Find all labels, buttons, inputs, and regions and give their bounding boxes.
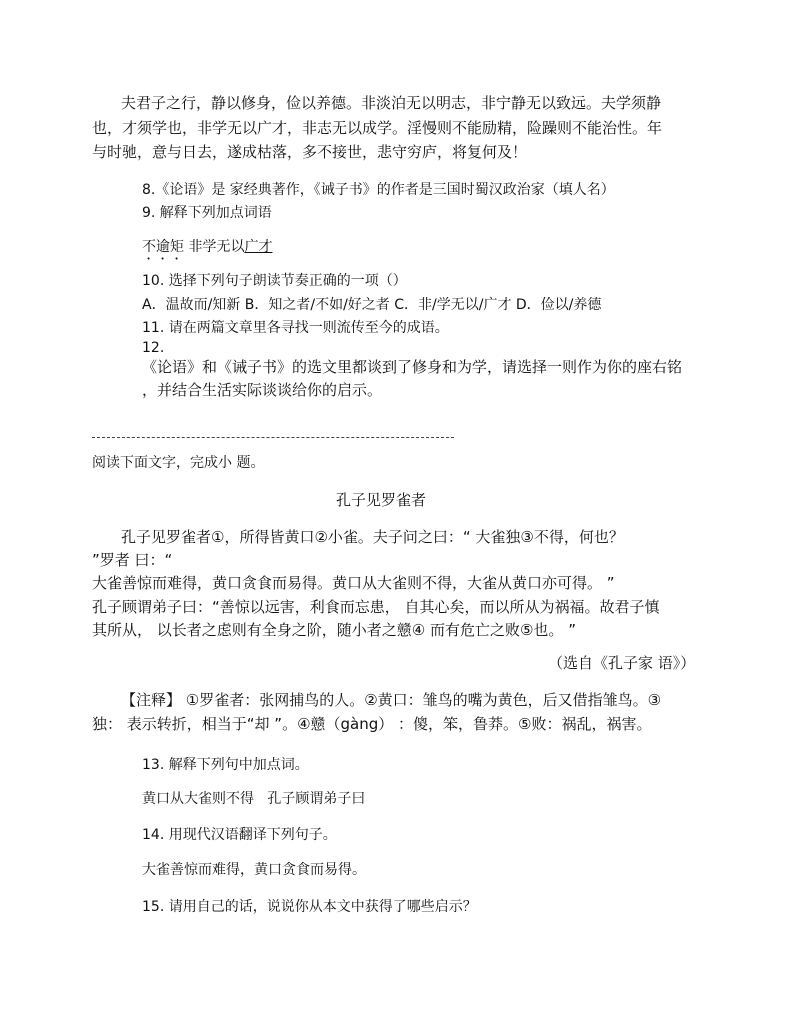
passage1-line-2: 也，才须学也，非学无以广才，非志无以成学。淫慢则不能励精，险躁则不能治性。年 bbox=[92, 119, 663, 137]
q9-item-a: 不逾矩 bbox=[142, 239, 184, 255]
passage1-line-3: 与时驰，意与日去，遂成枯落，多不接世，悲守穷庐，将复何及！ bbox=[92, 143, 528, 161]
question-11: 11. 请在两篇文章里各寻找一则流传至今的成语。 bbox=[142, 320, 449, 336]
passage2-source: （选自《孔子家 语》） bbox=[548, 654, 696, 672]
q13-item-a: 黄口从大雀则不得 bbox=[142, 791, 254, 807]
question-12-line-1: 《论语》和《诫子书》的选文里都谈到了修身和为学，请选择一则作为你的座右铭 bbox=[142, 358, 683, 376]
passage2-line-2: ”罗者 曰：“ bbox=[92, 551, 173, 569]
notes-line-2: 独： 表示转折，相当于“却 ”。④戆（gàng） ：傻，笨，鲁莽。⑤败：祸乱，祸害。 bbox=[92, 715, 652, 733]
question-12-number: 12. bbox=[142, 340, 165, 356]
notes-line-1: 【注释】 ①罗雀者：张网捕鸟的人。②黄口：雏鸟的嘴为黄色，后又借指雏鸟。③ bbox=[121, 691, 662, 709]
passage1-line-1: 夫君子之行，静以修身，俭以养德。非淡泊无以明志，非宁静无以致远。夫学须静 bbox=[121, 94, 662, 112]
passage2-line-4: 孔子顾谓弟子曰：“善惊以远害，利食而忘患， 自其心矣，而以所从为祸福。故君子慎 bbox=[92, 598, 660, 616]
q13-item-b: 孔子顾谓弟子曰 bbox=[267, 791, 366, 807]
passage2-line-1: 孔子见罗雀者①，所得皆黄口②小雀。夫子问之曰：“ 大雀独③不得，何也？ bbox=[121, 528, 624, 546]
question-12-line-2: ，并结合生活实际谈谈给你的启示。 bbox=[142, 381, 383, 399]
question-9-items bbox=[142, 237, 272, 263]
reading-instruction: 阅读下面文字，完成小 题。 bbox=[92, 455, 265, 471]
question-13: 13. 解释下列句中加点词。 bbox=[142, 757, 309, 773]
section-divider bbox=[92, 437, 454, 438]
question-8: 8.《论语》是 家经典著作，《诫子书》的作者是三国时蜀汉政治家（填人名） bbox=[142, 182, 615, 198]
passage2-line-3: 大雀善惊而难得，黄口贪食而易得。黄口从大雀则不得，大雀从黄口亦可得。 ” bbox=[92, 574, 615, 592]
passage2-title: 孔子见罗雀者 bbox=[336, 491, 427, 509]
question-10-options: A．温故而/知新 B．知之者/不如/好之者 C．非/学无以/广才 D．俭以/养德 bbox=[142, 297, 602, 313]
question-15: 15. 请用自己的话，说说你从本文中获得了哪些启示？ bbox=[142, 899, 477, 915]
question-9: 9. 解释下列加点词语 bbox=[142, 205, 272, 221]
q9-item-b-prefix: 非学无以 bbox=[188, 239, 245, 255]
question-13-items bbox=[142, 789, 365, 809]
question-14-sentence: 大雀善惊而难得，黄口贪食而易得。 bbox=[142, 862, 366, 878]
question-14: 14. 用现代汉语翻译下列句子。 bbox=[142, 827, 337, 843]
passage2-line-5: 其所从， 以长者之虑则有全身之阶，随小者之戆④ 而有危亡之败⑤也。 ” bbox=[92, 621, 576, 639]
q9-item-b-word: 广才 bbox=[244, 239, 273, 255]
question-10: 10. 选择下列句子朗读节奏正确的一项（） bbox=[142, 273, 407, 289]
